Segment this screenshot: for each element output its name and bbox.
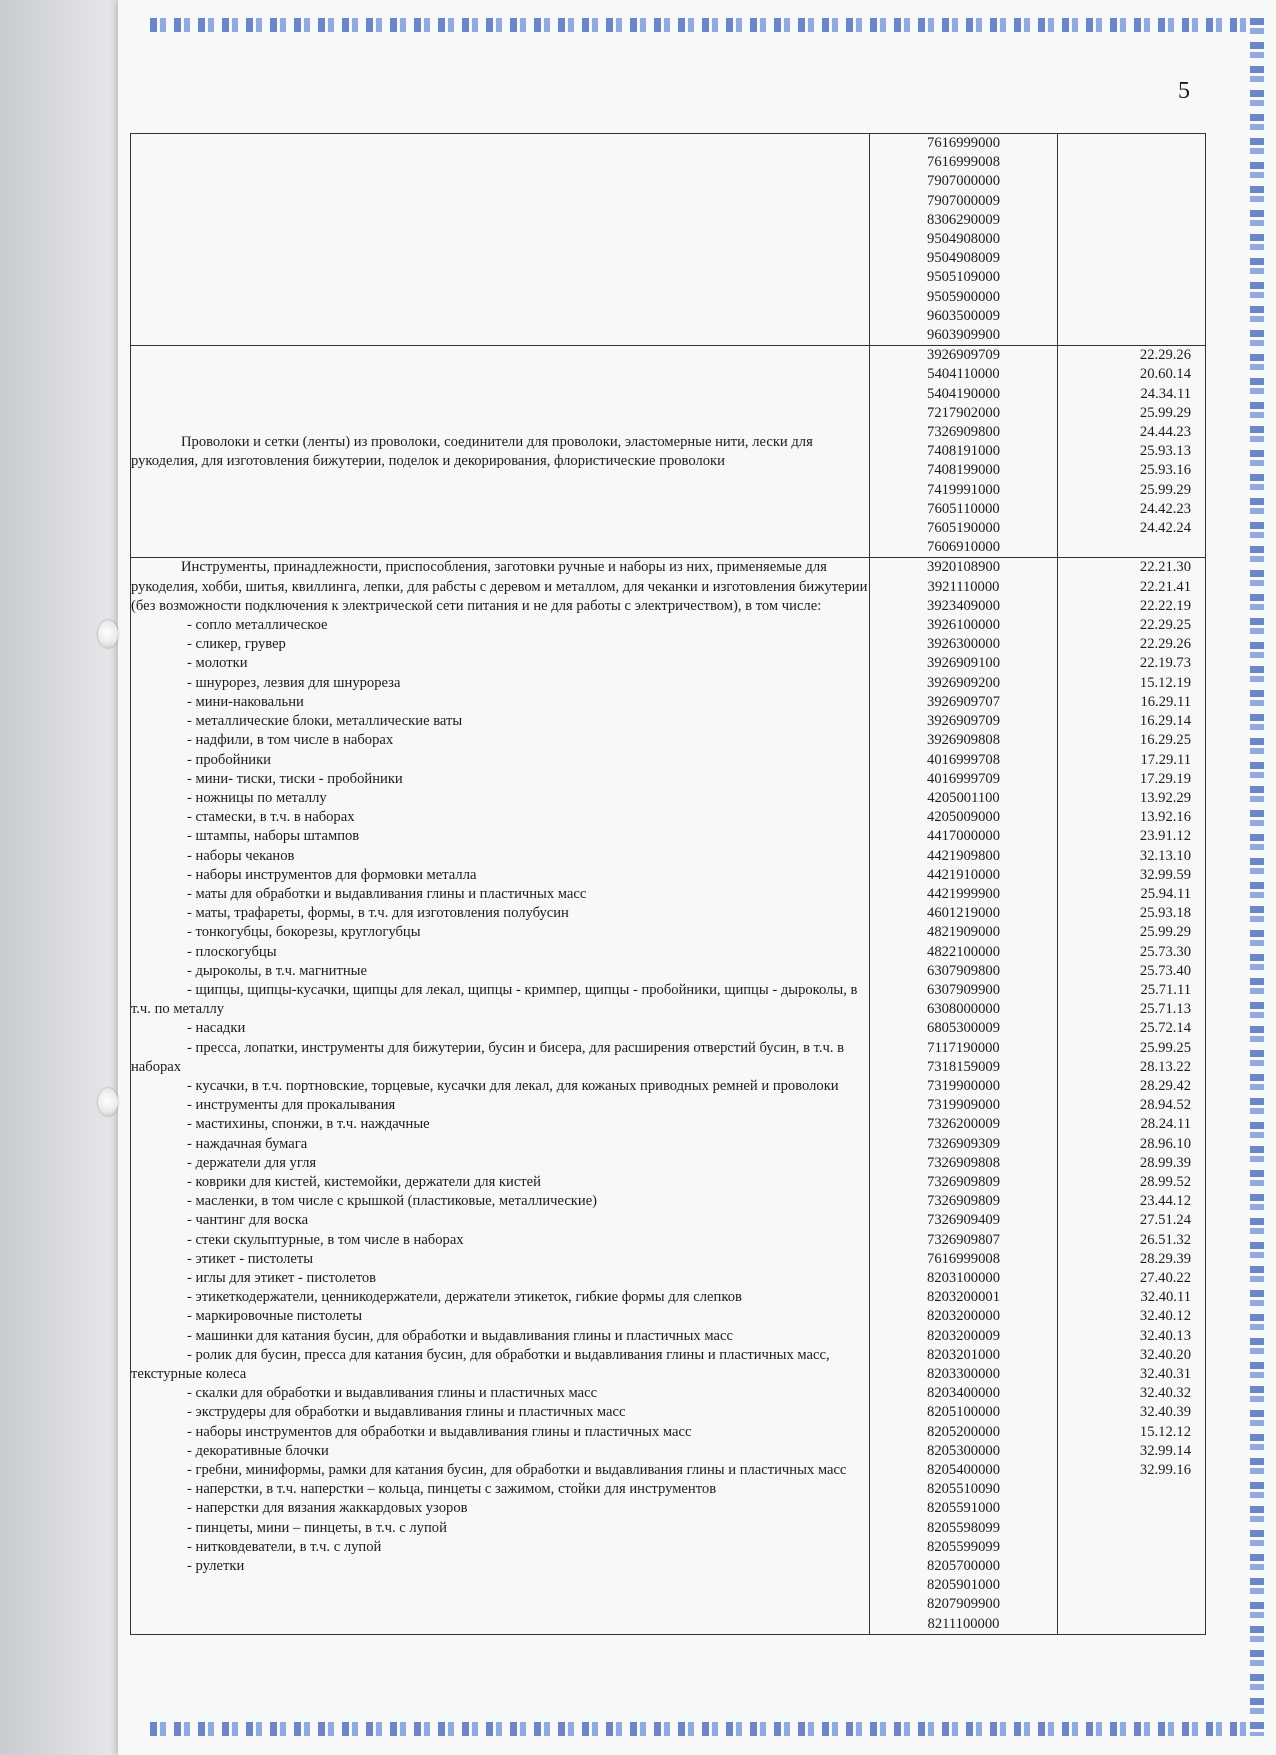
list-item: - мини- тиски, тиски - пробойники bbox=[187, 770, 403, 787]
tnved-code: 8211100000 bbox=[927, 1615, 1000, 1632]
okpd-code: 32.40.11 bbox=[1140, 1289, 1191, 1306]
okpd-code: 32.40.32 bbox=[1139, 1385, 1191, 1402]
tnved-code: 7217902000 bbox=[927, 404, 1000, 421]
okpd-code: 24.34.11 bbox=[1140, 385, 1191, 402]
okpd-code: 25.99.29 bbox=[1139, 481, 1191, 498]
list-item: - машинки для катания бусин, для обработки и выдавливания глины и пластичных масс bbox=[187, 1327, 733, 1344]
okpd-code: 28.99.39 bbox=[1139, 1154, 1191, 1171]
list-item: - наждачная бумага bbox=[187, 1135, 308, 1152]
tnved-codes-cell bbox=[870, 346, 1058, 558]
list-item: - декоративные блочки bbox=[187, 1442, 329, 1459]
okpd-code: 32.40.31 bbox=[1139, 1366, 1191, 1382]
tnved-code: 3926100000 bbox=[927, 617, 1000, 634]
okpd-code: 22.29.25 bbox=[1139, 617, 1191, 634]
tnved-code: 4421999900 bbox=[927, 885, 1000, 902]
tnved-code: 8205200000 bbox=[927, 1423, 1000, 1440]
okpd-code: 17.29.19 bbox=[1139, 770, 1191, 787]
tnved-code: 7319909000 bbox=[927, 1097, 1000, 1114]
okpd-code: 23.44.12 bbox=[1139, 1193, 1191, 1210]
list-item: - щипцы, щипцы-кусачки, щипцы для лекал, щипцы - кримпер, щипцы - пробойники, щипцы - дыроколы, в т.ч. по металлу bbox=[131, 981, 858, 1018]
tnved-code-list bbox=[870, 558, 1057, 1633]
list-item: - тонкогубцы, бокорезы, круглогубцы bbox=[187, 924, 421, 941]
tnved-code: 7419991000 bbox=[927, 481, 1000, 498]
okpd-code: 15.12.19 bbox=[1139, 674, 1191, 691]
okpd-code: 28.96.10 bbox=[1139, 1135, 1191, 1152]
okpd-code: 24.42.24 bbox=[1139, 520, 1191, 537]
tnved-code: 6805300009 bbox=[927, 1020, 1000, 1037]
tnved-code: 7326909309 bbox=[927, 1135, 1000, 1152]
tnved-code: 3926300000 bbox=[927, 636, 1000, 653]
okpd-code: 25.73.30 bbox=[1139, 943, 1191, 960]
okpd-code: 13.92.29 bbox=[1139, 789, 1191, 806]
okpd-code: 28.13.22 bbox=[1139, 1058, 1191, 1075]
okpd-code-list bbox=[1058, 558, 1205, 1480]
tnved-code: 8203200001 bbox=[927, 1289, 1000, 1306]
list-item: - металлические блоки, металлические ваты bbox=[187, 713, 463, 730]
okpd-code: 25.71.11 bbox=[1140, 981, 1191, 998]
list-item: - мастихины, спонжи, в т.ч. наждачные bbox=[187, 1116, 430, 1133]
tnved-code: 9504908000 bbox=[927, 231, 1000, 248]
okpd-code: 32.13.10 bbox=[1139, 847, 1191, 864]
okpd-code: 22.29.26 bbox=[1139, 347, 1191, 364]
list-item: - маты, трафареты, формы, в т.ч. для изготовления полубусин bbox=[187, 905, 569, 922]
list-item: - экструдеры для обработки и выдавливания глины и пластичных масс bbox=[187, 1404, 626, 1421]
tnved-code: 4421909800 bbox=[927, 847, 1000, 864]
table-row bbox=[131, 558, 1206, 1634]
list-item: - надфили, в том числе в наборах bbox=[187, 732, 394, 749]
tnved-code: 7605190000 bbox=[927, 520, 1000, 537]
tnved-code: 6308000000 bbox=[927, 1001, 1000, 1018]
tnved-code: 4822100000 bbox=[927, 943, 1000, 960]
row-description: Проволоки и сетки (ленты) из проволоки, соединители для проволоки, эластомерные нити, лески для рукоделия, для изготовления бижутерии, поделок и декорирования, флористические проволоки bbox=[131, 433, 813, 469]
item-list bbox=[131, 616, 869, 1576]
tnved-code: 8205591000 bbox=[927, 1500, 1000, 1517]
tnved-code: 6307909900 bbox=[927, 981, 1000, 998]
okpd-code: 28.94.52 bbox=[1139, 1097, 1191, 1114]
row-description: Инструменты, принадлежности, приспособления, заготовки ручные и наборы из них, применяемые для рукоделия, хобби, шитья, квиллинга, лепки, для рабсты с деревом и металлом, для чеканки и изготовления бижутерии (без возможности подключения к электрической сети питания и не для работы с электричеством), в том числе: bbox=[131, 559, 868, 614]
table-row bbox=[131, 346, 1206, 558]
tnved-code: 4417000000 bbox=[927, 828, 1000, 845]
okpd-code: 25.94.11 bbox=[1140, 885, 1191, 902]
tnved-code: 8203400000 bbox=[927, 1385, 1000, 1402]
okpd-code: 25.93.18 bbox=[1139, 905, 1191, 922]
tnved-code: 7326200009 bbox=[927, 1116, 1000, 1133]
list-item: - молотки bbox=[187, 655, 248, 672]
okpd-code: 32.99.59 bbox=[1139, 866, 1191, 883]
tnved-code: 7326909808 bbox=[927, 1154, 1000, 1171]
tnved-code: 8203200009 bbox=[927, 1327, 1000, 1344]
tnved-code: 6307909800 bbox=[927, 962, 1000, 979]
tnved-code: 8203100000 bbox=[927, 1269, 1000, 1286]
list-item: - кусачки, в т.ч. портновские, торцевые, кусачки для лекал, для кожаных приводных ремней и проволоки bbox=[187, 1077, 839, 1094]
list-item: - плоскогубцы bbox=[187, 943, 277, 960]
tnved-code: 4205001100 bbox=[927, 789, 1000, 806]
okpd-code: 22.29.26 bbox=[1139, 636, 1191, 653]
okpd-code: 32.40.13 bbox=[1139, 1327, 1191, 1344]
okpd-code: 28.29.42 bbox=[1139, 1077, 1191, 1094]
okpd-code: 26.51.32 bbox=[1139, 1231, 1191, 1248]
tnved-code: 3926909100 bbox=[927, 655, 1000, 672]
list-item: - рулетки bbox=[187, 1558, 245, 1575]
okpd-code: 28.99.52 bbox=[1139, 1173, 1191, 1190]
tnved-code: 3920108900 bbox=[927, 559, 1000, 576]
tnved-code: 3926909200 bbox=[927, 674, 1000, 691]
tnved-code: 7605110000 bbox=[927, 500, 1000, 517]
tnved-code: 7616999008 bbox=[927, 1250, 1000, 1267]
tnved-code: 7326909800 bbox=[927, 424, 1000, 441]
okpd-code: 24.44.23 bbox=[1139, 424, 1191, 441]
okpd-code: 20.60.14 bbox=[1139, 366, 1191, 383]
tnved-code: 8205599099 bbox=[927, 1538, 1000, 1555]
okpd-code: 32.99.14 bbox=[1139, 1442, 1191, 1459]
okpd-code: 22.21.30 bbox=[1139, 559, 1191, 576]
okpd-code: 25.72.14 bbox=[1139, 1020, 1191, 1037]
list-item: - скалки для обработки и выдавливания глины и пластичных масс bbox=[187, 1385, 598, 1402]
list-item: - иглы для этикет - пистолетов bbox=[187, 1269, 377, 1286]
okpd-code: 32.40.12 bbox=[1139, 1308, 1191, 1325]
okpd-code: 32.40.39 bbox=[1139, 1404, 1191, 1421]
list-item: - пробойники bbox=[187, 751, 271, 768]
list-item: - наборы инструментов для обработки и выдавливания глины и пластичных масс bbox=[187, 1423, 692, 1440]
description-cell bbox=[131, 134, 870, 346]
tnved-code: 5404190000 bbox=[927, 385, 1000, 402]
list-item: - сликер, грувер bbox=[187, 636, 286, 653]
tnved-code: 3923409000 bbox=[927, 597, 1000, 614]
okpd-code: 16.29.25 bbox=[1139, 732, 1191, 749]
list-item: - масленки, в том числе с крышкой (пластиковые, металлические) bbox=[187, 1193, 598, 1210]
tnved-code: 7318159009 bbox=[927, 1058, 1000, 1075]
list-item: - штампы, наборы штампов bbox=[187, 828, 360, 845]
tnved-code: 4821909000 bbox=[927, 924, 1000, 941]
okpd-code: 22.22.19 bbox=[1139, 597, 1191, 614]
list-item: - дыроколы, в т.ч. магнитные bbox=[187, 962, 367, 979]
list-item: - мини-наковальни bbox=[187, 693, 304, 710]
tnved-code: 9505900000 bbox=[927, 288, 1000, 305]
list-item: - насадки bbox=[187, 1020, 246, 1037]
tnved-code: 4601219000 bbox=[927, 905, 1000, 922]
okpd-code: 17.29.11 bbox=[1140, 751, 1191, 768]
okpd-code: 22.19.73 bbox=[1139, 655, 1191, 672]
tnved-code: 5404110000 bbox=[927, 366, 1000, 383]
tnved-code: 7319900000 bbox=[927, 1077, 1000, 1094]
okpd-codes-cell bbox=[1058, 346, 1206, 558]
tnved-code: 3926909707 bbox=[927, 693, 1000, 710]
okpd-code: 23.91.12 bbox=[1139, 828, 1191, 845]
tnved-code: 7408191000 bbox=[927, 443, 1000, 460]
okpd-code: 22.21.41 bbox=[1139, 578, 1191, 595]
okpd-code: 27.40.22 bbox=[1139, 1269, 1191, 1286]
tnved-code: 8205901000 bbox=[927, 1577, 1000, 1594]
punch-hole bbox=[98, 620, 118, 648]
okpd-code: 16.29.14 bbox=[1139, 713, 1191, 730]
tnved-code: 8205300000 bbox=[927, 1442, 1000, 1459]
okpd-code: 24.42.23 bbox=[1139, 500, 1191, 517]
list-item: - пресса, лопатки, инструменты для бижутерии, бусин и бисера, для расширения отверстий бусин, в т.ч. в наборах bbox=[131, 1039, 845, 1075]
list-item: - держатели для угля bbox=[187, 1154, 317, 1171]
list-item: - нитковдеватели, в т.ч. с лупой bbox=[187, 1538, 382, 1555]
okpd-code: 32.40.20 bbox=[1139, 1346, 1191, 1363]
tnved-code: 8203200000 bbox=[927, 1308, 1000, 1325]
tnved-code: 3926909709 bbox=[927, 713, 1000, 730]
okpd-code: 13.92.16 bbox=[1139, 809, 1191, 826]
tnved-code: 3926909808 bbox=[927, 732, 1000, 749]
tnved-code: 8203201000 bbox=[927, 1346, 1000, 1363]
list-item: - пинцеты, мини – пинцеты, в т.ч. с лупой bbox=[187, 1519, 447, 1536]
tnved-code: 9504908009 bbox=[927, 250, 1000, 267]
tnved-code: 8207909900 bbox=[927, 1596, 1000, 1613]
tnved-code: 7117190000 bbox=[927, 1039, 1000, 1056]
list-item: - маркировочные пистолеты bbox=[187, 1308, 363, 1325]
okpd-code: 32.99.16 bbox=[1139, 1462, 1191, 1479]
decorative-border-top bbox=[150, 18, 1250, 32]
tnved-code: 4421910000 bbox=[927, 866, 1000, 883]
tnved-code: 8205510090 bbox=[927, 1481, 1000, 1498]
tnved-code-list bbox=[870, 346, 1057, 557]
list-item: - сопло металлическое bbox=[187, 617, 328, 634]
tnved-code: 3921110000 bbox=[927, 578, 1000, 595]
list-item: - этикеткодержатели, ценникодержатели, держатели этикеток, гибкие формы для слепков bbox=[187, 1289, 742, 1306]
list-item: - коврики для кистей, кистемойки, держатели для кистей bbox=[187, 1173, 541, 1190]
punch-hole bbox=[98, 1088, 118, 1116]
tnved-code-list bbox=[870, 134, 1057, 345]
list-item: - шнурорез, лезвия для шнурореза bbox=[187, 674, 401, 691]
list-item: - ролик для бусин, пресса для катания бусин, для обработки и выдавливания глины и пластичных масс, текстурные колеса bbox=[131, 1346, 830, 1382]
tnved-code: 8205598099 bbox=[927, 1519, 1000, 1536]
description-cell bbox=[131, 558, 870, 1634]
tnved-code: 7616999008 bbox=[927, 154, 1000, 171]
okpd-code: 25.99.29 bbox=[1139, 924, 1191, 941]
description-cell bbox=[131, 346, 870, 558]
tnved-code: 7326909809 bbox=[927, 1193, 1000, 1210]
tnved-code: 8205400000 bbox=[927, 1462, 1000, 1479]
tnved-code: 4205009000 bbox=[927, 809, 1000, 826]
tnved-code: 4016999708 bbox=[927, 751, 1000, 768]
table-row bbox=[131, 134, 1206, 346]
list-item: - маты для обработки и выдавливания глины и пластичных масс bbox=[187, 885, 587, 902]
okpd-code: 25.93.13 bbox=[1139, 443, 1191, 460]
list-item: - инструменты для прокалывания bbox=[187, 1097, 396, 1114]
tnved-code: 7326909409 bbox=[927, 1212, 1000, 1229]
goods-table bbox=[130, 133, 1206, 1635]
tnved-code: 7408199000 bbox=[927, 462, 1000, 479]
tnved-code: 7616999000 bbox=[927, 135, 1000, 151]
tnved-code: 7907000000 bbox=[927, 173, 1000, 190]
decorative-border-bottom bbox=[150, 1722, 1250, 1736]
tnved-code: 9603500009 bbox=[927, 307, 1000, 324]
list-item: - наперстки, в т.ч. наперстки – кольца, пинцеты с зажимом, стойки для инструментов bbox=[187, 1481, 717, 1498]
list-item: - гребни, миниформы, рамки для катания бусин, для обработки и выдавливания глины и пластичных масс bbox=[187, 1462, 847, 1479]
tnved-code: 8205700000 bbox=[927, 1558, 1000, 1575]
okpd-code: 28.24.11 bbox=[1140, 1116, 1191, 1133]
tnved-code: 7326909807 bbox=[927, 1231, 1000, 1248]
list-item: - чантинг для воска bbox=[187, 1212, 309, 1229]
tnved-code: 4016999709 bbox=[927, 770, 1000, 787]
tnved-code: 7907000009 bbox=[927, 192, 1000, 209]
okpd-code: 15.12.12 bbox=[1139, 1423, 1191, 1440]
tnved-code: 9505109000 bbox=[927, 269, 1000, 286]
okpd-code: 28.29.39 bbox=[1139, 1250, 1191, 1267]
tnved-codes-cell bbox=[870, 558, 1058, 1634]
okpd-code: 25.71.13 bbox=[1139, 1001, 1191, 1018]
list-item: - этикет - пистолеты bbox=[187, 1250, 314, 1267]
okpd-codes-cell bbox=[1058, 134, 1206, 346]
page-number: 5 bbox=[1178, 78, 1190, 104]
tnved-code: 3926909709 bbox=[927, 347, 1000, 364]
okpd-code: 25.99.29 bbox=[1139, 404, 1191, 421]
tnved-code: 8306290009 bbox=[927, 211, 1000, 228]
list-item: - наборы чеканов bbox=[187, 847, 295, 864]
okpd-code: 16.29.11 bbox=[1140, 693, 1191, 710]
okpd-code-list bbox=[1058, 346, 1205, 538]
tnved-code: 8205100000 bbox=[927, 1404, 1000, 1421]
okpd-code: 25.99.25 bbox=[1139, 1039, 1191, 1056]
list-item: - ножницы по металлу bbox=[187, 789, 327, 806]
list-item: - наперстки для вязания жаккардовых узоров bbox=[187, 1500, 468, 1517]
list-item: - наборы инструментов для формовки металла bbox=[187, 866, 477, 883]
tnved-code: 7326909809 bbox=[927, 1173, 1000, 1190]
tnved-code: 8203300000 bbox=[927, 1366, 1000, 1382]
tnved-code: 7606910000 bbox=[927, 539, 1000, 556]
okpd-codes-cell bbox=[1058, 558, 1206, 1634]
tnved-code: 9603909900 bbox=[927, 327, 1000, 344]
decorative-border-right bbox=[1250, 18, 1264, 1736]
tnved-codes-cell bbox=[870, 134, 1058, 346]
okpd-code: 25.73.40 bbox=[1139, 962, 1191, 979]
okpd-code: 25.93.16 bbox=[1139, 462, 1191, 479]
list-item: - стамески, в т.ч. в наборах bbox=[187, 809, 355, 826]
list-item: - стеки скульптурные, в том числе в наборах bbox=[187, 1231, 464, 1248]
okpd-code: 27.51.24 bbox=[1139, 1212, 1191, 1229]
